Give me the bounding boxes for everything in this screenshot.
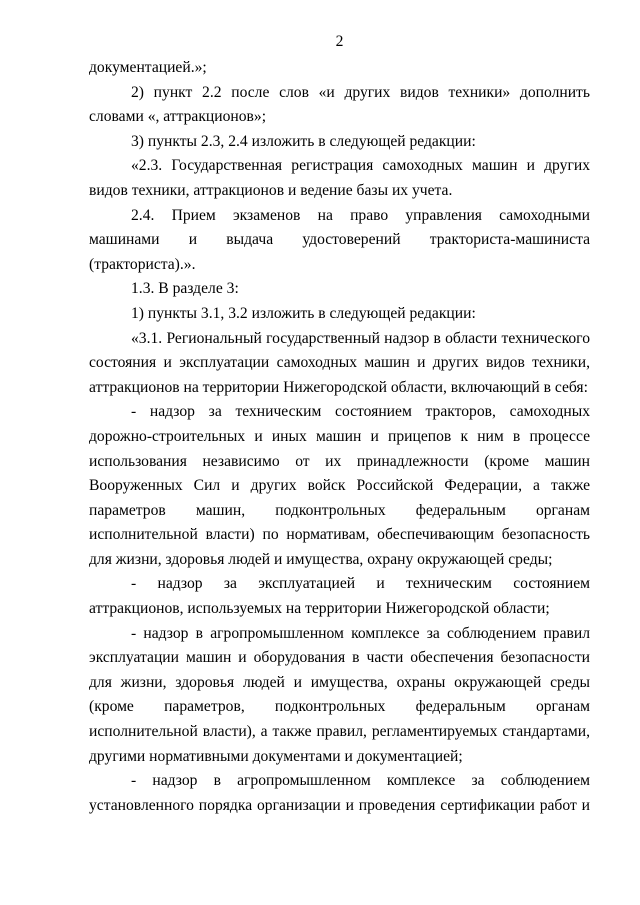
text-line: дорожно-строительных и иных машин и прицепов к ним в процессе [89,427,590,445]
text-line: Вооруженных Сил и других войск Российской Федерации, а также [89,477,590,495]
page-number: 2 [335,33,344,50]
text-line: другими нормативными документами и документацией; [89,747,463,765]
text-line: 1) пункты 3.1, 3.2 изложить в следующей редакции: [131,304,476,322]
text-line: - надзор за техническим состоянием тракторов, самоходных [131,403,590,421]
text-line: аттракционов на территории Нижегородской области, включающий в себя: [89,378,588,396]
text-line: «3.1. Региональный государственный надзор в области технического [131,329,590,347]
text-line: для жизни, здоровья людей и имущества, охраны окружающей среды [89,673,590,691]
text-line: состояния и эксплуатации самоходных машин и других видов техники, [89,354,590,372]
text-line: документацией.»; [89,59,207,76]
text-line: - надзор за эксплуатацией и техническим состоянием [131,575,590,593]
text-line: исполнительной власти) по нормативам, обеспечивающим безопасность [89,526,590,544]
text-line: - надзор в агропромышленном комплексе за соблюдением [131,772,590,790]
text-line: параметров машин, подконтрольных федеральным органам [89,501,590,519]
text-line: 2) пункт 2.2 после слов «и других видов техники» дополнить [131,83,590,101]
text-line: эксплуатации машин и оборудования в части обеспечения безопасности [89,649,590,667]
document-body [89,56,590,818]
text-line: 3) пункты 2.3, 2.4 изложить в следующей редакции: [131,132,476,150]
text-line: использования независимо от их принадлежности (кроме машин [89,452,590,470]
text-line: словами «, аттракционов»; [89,108,267,126]
text-line: 2.4. Прием экзаменов на право управления самоходными [131,206,590,224]
text-line: исполнительной власти), а также правил, регламентируемых стандартами, [89,723,590,741]
text-line: «2.3. Государственная регистрация самоходных машин и других [131,157,590,175]
text-line: - надзор в агропромышленном комплексе за соблюдением правил [131,624,590,642]
text-line: машинами и выдача удостоверений тракториста-машиниста [89,231,590,249]
text-line: (тракториста).». [89,255,196,273]
text-line: видов техники, аттракционов и ведение базы их учета. [89,181,453,199]
text-line: установленного порядка организации и проведения сертификации работ и [89,796,590,814]
text-line: (кроме параметров, подконтрольных федеральным органам [89,698,590,716]
text-line: аттракционов, используемых на территории Нижегородской области; [89,600,550,618]
text-line: 1.3. В разделе 3: [131,280,239,298]
text-line: для жизни, здоровья людей и имущества, охрану окружающей среды; [89,550,553,568]
